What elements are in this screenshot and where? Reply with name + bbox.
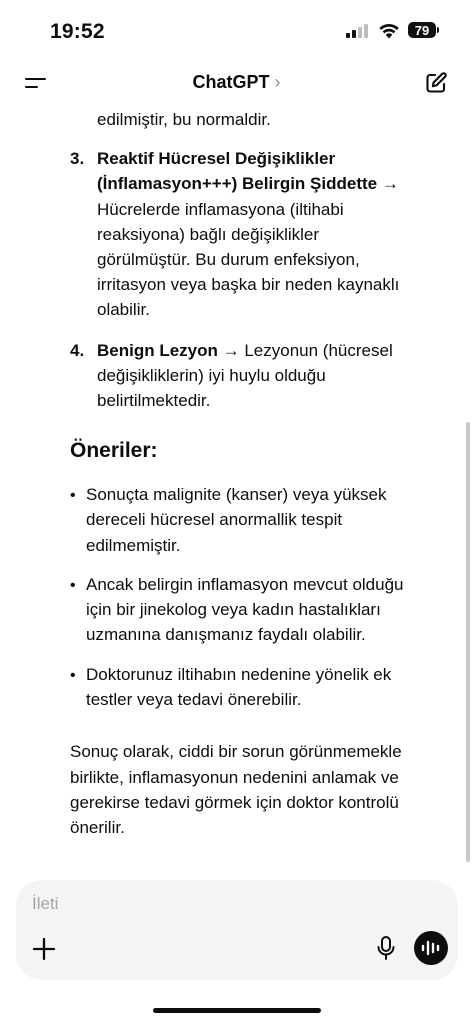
list-line: belirtilmektedir. (97, 391, 211, 410)
bullet-line: testler veya tedavi önerebilir. (86, 690, 302, 709)
bullet-line: için bir jinekolog veya kadın hastalıkları (86, 600, 381, 619)
bullet-line: Ancak belirgin inflamasyon mevcut olduğu (86, 575, 404, 594)
bullet-line: uzmanına danışmanız faydalı olabilir. (86, 625, 366, 644)
battery-nub (437, 27, 439, 33)
list-line: olabilir. (97, 300, 150, 319)
nav-bar (0, 58, 473, 108)
conclusion-line: Sonuç olarak, ciddi bir sorun görünmemekle (70, 742, 402, 761)
list-line: Reaktif Hücresel Değişiklikler (97, 149, 336, 168)
list-line: irritasyon veya başka bir neden kaynaklı (97, 275, 400, 294)
bullet-line: dereceli hücresel anormallik tespit (86, 510, 343, 529)
bullet-icon: • (70, 577, 76, 594)
voice-mode-button[interactable] (414, 931, 448, 965)
list-line: reaksiyona) bağlı değişiklikler (97, 225, 320, 244)
bullet-line: edilmemiştir. (86, 536, 181, 555)
voice-mode-icon (421, 940, 441, 956)
home-indicator (153, 1008, 321, 1013)
plus-icon[interactable] (32, 937, 56, 961)
list-line: (İnflamasyon+++) Belirgin Şiddette → (97, 174, 399, 193)
list-line: Benign Lezyon → Lezyonun (hücresel (97, 341, 393, 360)
bullet-icon: • (70, 667, 76, 684)
chevron-right-icon: › (274, 72, 281, 92)
list-number: 4. (70, 341, 85, 360)
nav-title (0, 72, 473, 93)
conclusion-line: gerekirse tedavi görmek için doktor kontrolü (70, 793, 399, 812)
bullet-line: Doktorunuz iltihabın nedenine yönelik ek (86, 665, 392, 684)
app-title: ChatGPT (192, 72, 270, 92)
battery-icon: 79 (408, 22, 436, 38)
conclusion-line: önerilir. (70, 818, 125, 837)
status-bar (0, 0, 473, 58)
conclusion-line: birlikte, inflamasyonun nedenini anlamak ve (70, 768, 399, 787)
cellular-signal-icon (346, 24, 370, 38)
status-time: 19:52 (50, 20, 105, 43)
scrollbar[interactable] (466, 422, 470, 862)
message-input[interactable]: İleti (32, 894, 59, 913)
microphone-icon[interactable] (375, 935, 397, 961)
list-number: 3. (70, 149, 85, 168)
list-line: görülmüştür. Bu durum enfeksiyon, (97, 250, 360, 269)
bullet-line: Sonuçta malignite (kanser) veya yüksek (86, 485, 387, 504)
wifi-icon (378, 22, 400, 39)
message-composer (16, 880, 458, 980)
model-selector[interactable] (192, 72, 280, 93)
bullet-icon: • (70, 487, 76, 504)
partial-line: edilmiştir, bu normaldir. (97, 110, 271, 129)
list-line: değişikliklerin) iyi huylu olduğu (97, 366, 326, 385)
new-chat-edit-icon[interactable] (424, 71, 448, 95)
recommendations-heading: Öneriler: (70, 439, 158, 462)
list-line: Hücrelerde inflamasyona (iltihabi (97, 200, 344, 219)
